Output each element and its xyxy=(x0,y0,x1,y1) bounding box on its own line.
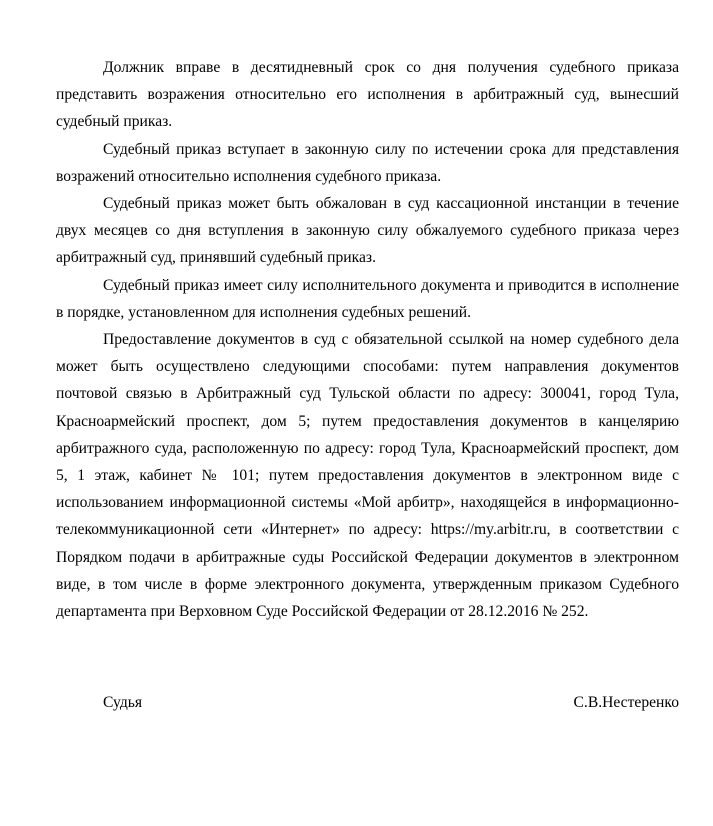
signature-name: С.В.Нестеренко xyxy=(573,694,679,711)
signature-title: Судья xyxy=(103,694,143,711)
paragraph-enforcement: Судебный приказ имеет силу исполнительного документа и приводится в исполнение в порядке, установленном для исполнения судебных решений. xyxy=(56,276,679,321)
signature-block xyxy=(103,689,679,716)
paragraph-objection-right: Должник вправе в десятидневный срок со дня получения судебного приказа представить возражения относительно его исполнения в арбитражный суд, вынесший судебный приказ. xyxy=(56,59,679,131)
paragraph-appeal: Судебный приказ может быть обжалован в суд кассационной инстанции в течение двух месяцев со дня вступления в законную силу обжалуемого судебного приказа через арбитражный суд, принявший судебный приказ. xyxy=(56,195,679,267)
paragraph-document-submission: Предоставление документов в суд с обязательной ссылкой на номер судебного дела может быть осуществлено следующими способами: путем направления документов почтовой связью в Арбитражный суд Тульской области по адресу: 300041, город Тула, Красноармейский проспект, дом 5; путем предоставления документов в канцелярию арбитражного суда, расположенную по адресу: город Тула, Красноармейский проспект, дом 5, 1 этаж, кабинет № 101; путем предоставления документов в электронном виде с использованием информационной системы «Мой арбитр», находящейся в информационно-телекоммуникационной сети «Интернет» по адресу: https://my.arbitr.ru, в соответствии с Порядком подачи в арбитражные суды Российской Федерации документов в электронном виде, в том числе в форме электронного документа, утвержденным приказом Судебного департамента при Верховном Суде Российской Федерации от 28.12.2016 № 252. xyxy=(56,331,679,621)
paragraph-entry-into-force: Судебный приказ вступает в законную силу по истечении срока для представления возражений относительно исполнения судебного приказа. xyxy=(56,140,679,185)
document-body xyxy=(56,54,679,625)
